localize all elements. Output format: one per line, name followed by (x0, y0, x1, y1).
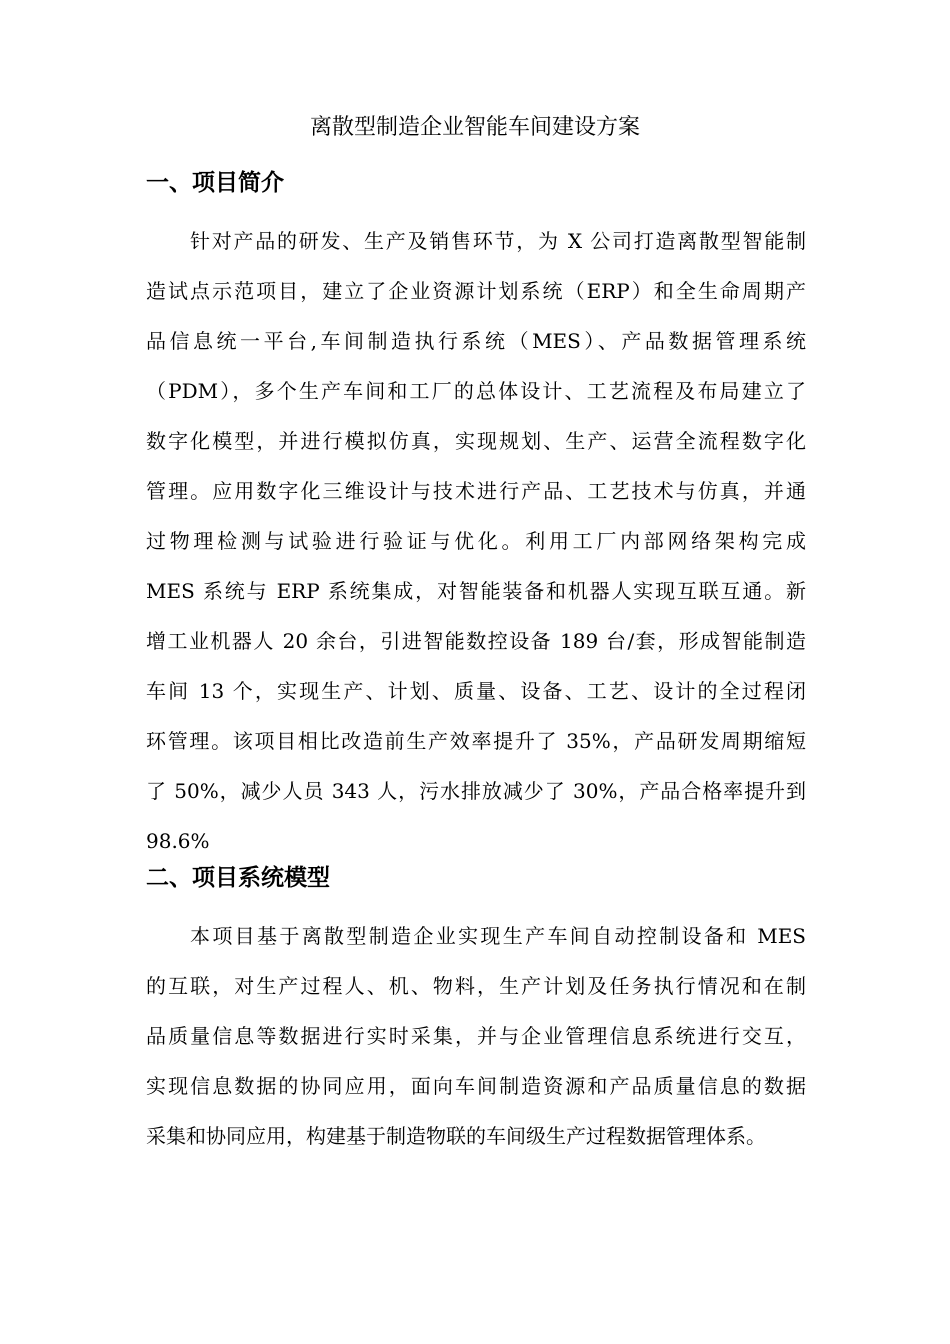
paragraph-line: 了 50%，减少人员 343 人，污水排放减少了 30%，产品合格率提升到 (146, 779, 806, 803)
paragraph-line: 增工业机器人 20 余台，引进智能数控设备 189 台/套，形成智能制造 (146, 629, 806, 653)
paragraph-line: 品信息统一平台,车间制造执行系统（MES）、产品数据管理系统 (146, 329, 806, 353)
paragraph-line: 数字化模型，并进行模拟仿真，实现规划、生产、运营全流程数字化 (146, 429, 806, 453)
section-heading-system-model: 二、项目系统模型 (146, 865, 330, 891)
paragraph-line: 车间 13 个，实现生产、计划、质量、设备、工艺、设计的全过程闭 (146, 679, 806, 703)
paragraph-line: 98.6% (146, 829, 210, 853)
section-heading-intro: 一、项目简介 (146, 170, 284, 196)
paragraph-line: 品质量信息等数据进行实时采集，并与企业管理信息系统进行交互， (146, 1024, 806, 1048)
paragraph-line: 实现信息数据的协同应用，面向车间制造资源和产品质量信息的数据 (146, 1074, 806, 1098)
paragraph-line: MES 系统与 ERP 系统集成，对智能装备和机器人实现互联互通。新 (146, 579, 806, 603)
paragraph-line: 的互联，对生产过程人、机、物料，生产计划及任务执行情况和在制 (146, 974, 806, 998)
section-intro-paragraph (146, 216, 806, 866)
document-title: 离散型制造企业智能车间建设方案 (309, 115, 640, 140)
paragraph-line: 管理。应用数字化三维设计与技术进行产品、工艺技术与仿真，并通 (146, 479, 806, 503)
section-system-model-paragraph (146, 911, 806, 1161)
paragraph-line: 环管理。该项目相比改造前生产效率提升了 35%，产品研发周期缩短 (146, 729, 806, 753)
paragraph-line: 采集和协同应用，构建基于制造物联的车间级生产过程数据管理体系。 (146, 1124, 766, 1148)
paragraph-line: 针对产品的研发、生产及销售环节，为 X 公司打造离散型智能制 (190, 229, 806, 253)
paragraph-line: 本项目基于离散型制造企业实现生产车间自动控制设备和 MES (190, 924, 806, 948)
paragraph-line: 过物理检测与试验进行验证与优化。利用工厂内部网络架构完成 (146, 529, 806, 553)
paragraph-line: 造试点示范项目，建立了企业资源计划系统（ERP）和全生命周期产 (146, 279, 806, 303)
paragraph-line: （PDM），多个生产车间和工厂的总体设计、工艺流程及布局建立了 (146, 379, 806, 403)
